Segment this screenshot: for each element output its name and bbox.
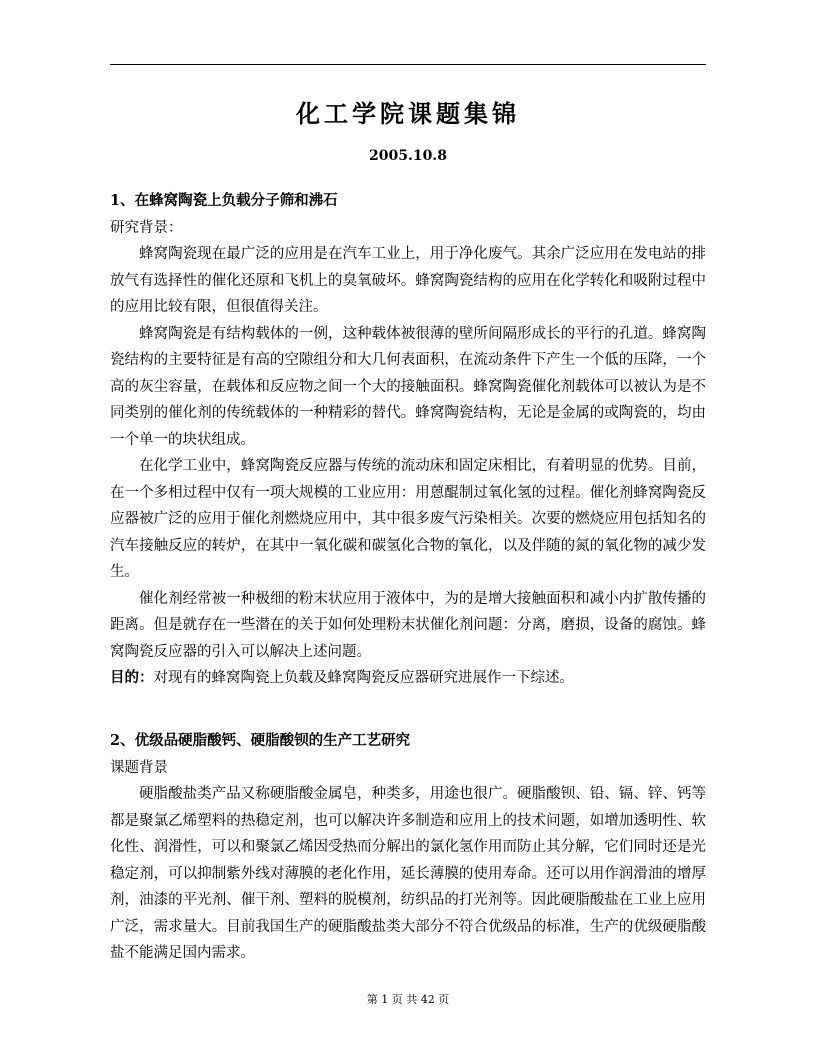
document-title: 化工学院课题集锦 (296, 99, 520, 128)
section-2-paragraph-1: 硬脂酸盐类产品又称硬脂酸金属皂，种类多，用途也很广。硬脂酸钡、铅、镉、锌、钙等都是聚氯乙烯塑料的热稳定剂，也可以解决许多制造和应用上的技术问题，如增加透明性、软化性、润滑性，可以和聚氯乙烯因受热而分解出的氯化氢作用而防止其分解，它们同时还是光稳定剂，可以抑制紫外线对薄膜的老化作用，延长薄膜的使用寿命。还可以用作润滑油的增厚剂，油漆的平光剂、催干剂、塑料的脱模剂，纺织品的打光剂等。因此硬脂酸盐在工业上应用广泛，需求量大。目前我国生产的硬脂酸盐类大部分不符合优级品的标准，生产的优级硬脂酸盐不能满足国内需求。 (110, 786, 706, 961)
section-1 (110, 188, 706, 692)
section-1-background-label: 研究背景： (110, 219, 183, 236)
section-1-paragraph-2: 蜂窝陶瓷是有结构载体的一例，这种载体被很薄的壁所间隔形成长的平行的孔道。蜂窝陶瓷结构的主要特征是有高的空隙组分和大几何表面积，在流动条件下产生一个低的压降，一个高的灰尘容量，在载体和反应物之间一个大的接触面积。蜂窝陶瓷催化剂载体可以被认为是不同类别的催化剂的传统载体的一种精彩的替代。蜂窝陶瓷结构，无论是金属的或陶瓷的，均由一个单一的块状组成。 (110, 325, 706, 448)
section-1-heading: 1、在蜂窝陶瓷上负载分子筛和沸石 (110, 192, 338, 209)
section-1-paragraph-4: 催化剂经常被一种极细的粉末状应用于液体中，为的是增大接触面积和减小内扩散传播的距离。但是就存在一些潜在的关于如何处理粉末状催化剂问题：分离，磨损，设备的腐蚀。蜂窝陶瓷反应器的引入可以解决上述问题。 (110, 590, 706, 660)
section-1-paragraph-3: 在化学工业中，蜂窝陶瓷反应器与传统的流动床和固定床相比，有着明显的优势。目前，在一个多相过程中仅有一项大规模的工业应用：用蒽醌制过氧化氢的过程。催化剂蜂窝陶瓷反应器被广泛的应用于催化剂燃烧应用中，其中很多废气污染相关。次要的燃烧应用包括知名的汽车接触反应的转炉，在其中一氧化碳和碳氢化合物的氧化，以及伴随的氮的氧化物的减少发生。 (110, 458, 706, 580)
section-1-paragraph-1: 蜂窝陶瓷现在最广泛的应用是在汽车工业上，用于净化废气。其余广泛应用在发电站的排放气有选择性的催化还原和飞机上的臭氧破坏。蜂窝陶瓷结构的应用在化学转化和吸附过程中的应用比较有限，但很值得关注。 (110, 246, 706, 315)
purpose-text: 对现有的蜂窝陶瓷上负载及蜂窝陶瓷反应器研究进展作一下综述。 (153, 670, 574, 686)
page-footer: 第 1 页 共 42 页 (366, 993, 450, 1006)
purpose-label: 目的： (110, 669, 154, 686)
document-date: 2005.10.8 (369, 148, 447, 164)
section-2 (110, 728, 706, 967)
section-1-purpose (110, 665, 706, 692)
section-2-background-label: 课题背景 (110, 759, 168, 776)
header-rule (110, 64, 706, 65)
section-2-heading: 2、优级品硬脂酸钙、硬脂酸钡的生产工艺研究 (110, 732, 411, 749)
